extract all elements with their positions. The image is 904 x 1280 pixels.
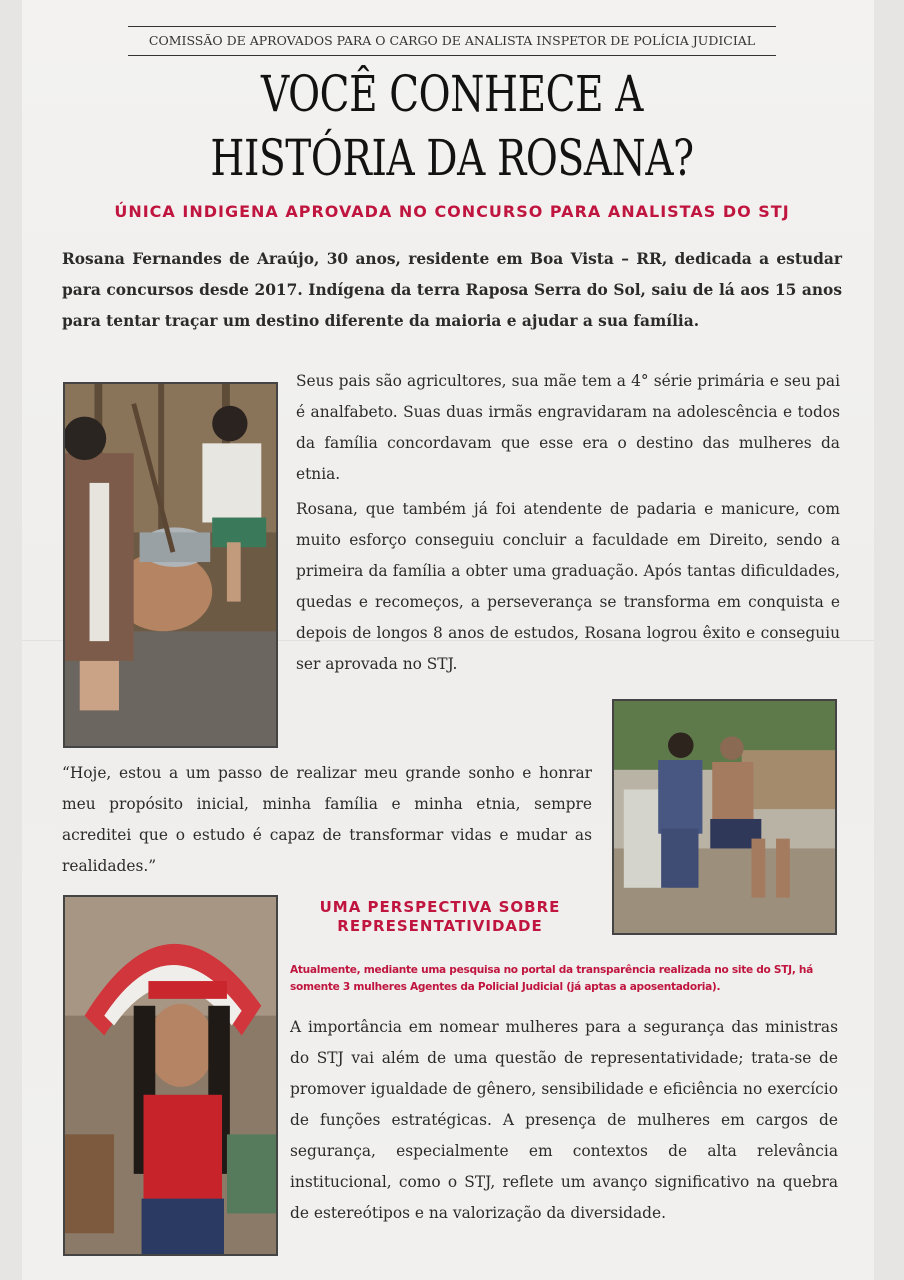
header-kicker: COMISSÃO DE APROVADOS PARA O CARGO DE ANALISTA INSPETOR DE POLÍCIA JUDICIAL [128, 26, 776, 56]
paragraph-representation: A importância em nomear mulheres para a segurança das ministras do STJ vai além de uma questão de representatividade; trata-se de promover igualdade de gênero, sensibilidade e eficiência no exercício de funções estratégicas. A presença de mulheres em cargos de segurança, especialmente em contextos de alta relevância institucional, como o STJ, reflete um avanço significativo na quebra de estereótipos e na valorização da diversidade. [290, 1018, 838, 1222]
stat-note: Atualmente, mediante uma pesquisa no portal da transparência realizada no site do STJ, há somente 3 mulheres Agentes da Policial Judicial (já aptas a aposentadoria). [290, 964, 814, 993]
paragraph-journey: Rosana, que também já foi atendente de padaria e manicure, com muito esforço conseguiu concluir a faculdade em Direito, sendo a primeira da família a obter uma graduação. Após tantas dificuldades, quedas e recomeços, a perseverança se transforma em conquista e depois de longos 8 anos de estudos, Rosana logrou êxito e conseguiu ser aprovada no STJ. [296, 500, 840, 673]
headline-line-2: HISTÓRIA DA ROSANA? [210, 129, 694, 187]
section-title-line-2: REPRESENTATIVIDADE [337, 917, 543, 935]
photo-parents [612, 699, 837, 935]
photo-cooking [63, 382, 278, 748]
paragraph-parents: Seus pais são agricultores, sua mãe tem a 4° série primária e seu pai é analfabeto. Suas duas irmãs engravidaram na adolescência e todos da família concordavam que esse era o destino das mulheres da etnia. [296, 372, 840, 483]
subtitle: ÚNICA INDIGENA APROVADA NO CONCURSO PARA ANALISTAS DO STJ [114, 202, 790, 221]
headline-line-1: VOCÊ CONHECE A [260, 65, 643, 123]
quote: “Hoje, estou a um passo de realizar meu grande sonho e honrar meu propósito inicial, minha família e minha etnia, sempre acreditei que o estudo é capaz de transformar vidas e mudar as realidades.” [62, 764, 592, 875]
lead-paragraph: Rosana Fernandes de Araújo, 30 anos, residente em Boa Vista – RR, dedicada a estudar para concursos desde 2017. Indígena da terra Raposa Serra do Sol, saiu de lá aos 15 anos para tentar traçar um destino diferente da maioria e ajudar a sua família. [62, 250, 842, 330]
photo-headdress [63, 895, 278, 1256]
section-title-line-1: UMA PERSPECTIVA SOBRE [319, 898, 561, 916]
page-title [146, 62, 758, 190]
section-title [288, 898, 592, 936]
